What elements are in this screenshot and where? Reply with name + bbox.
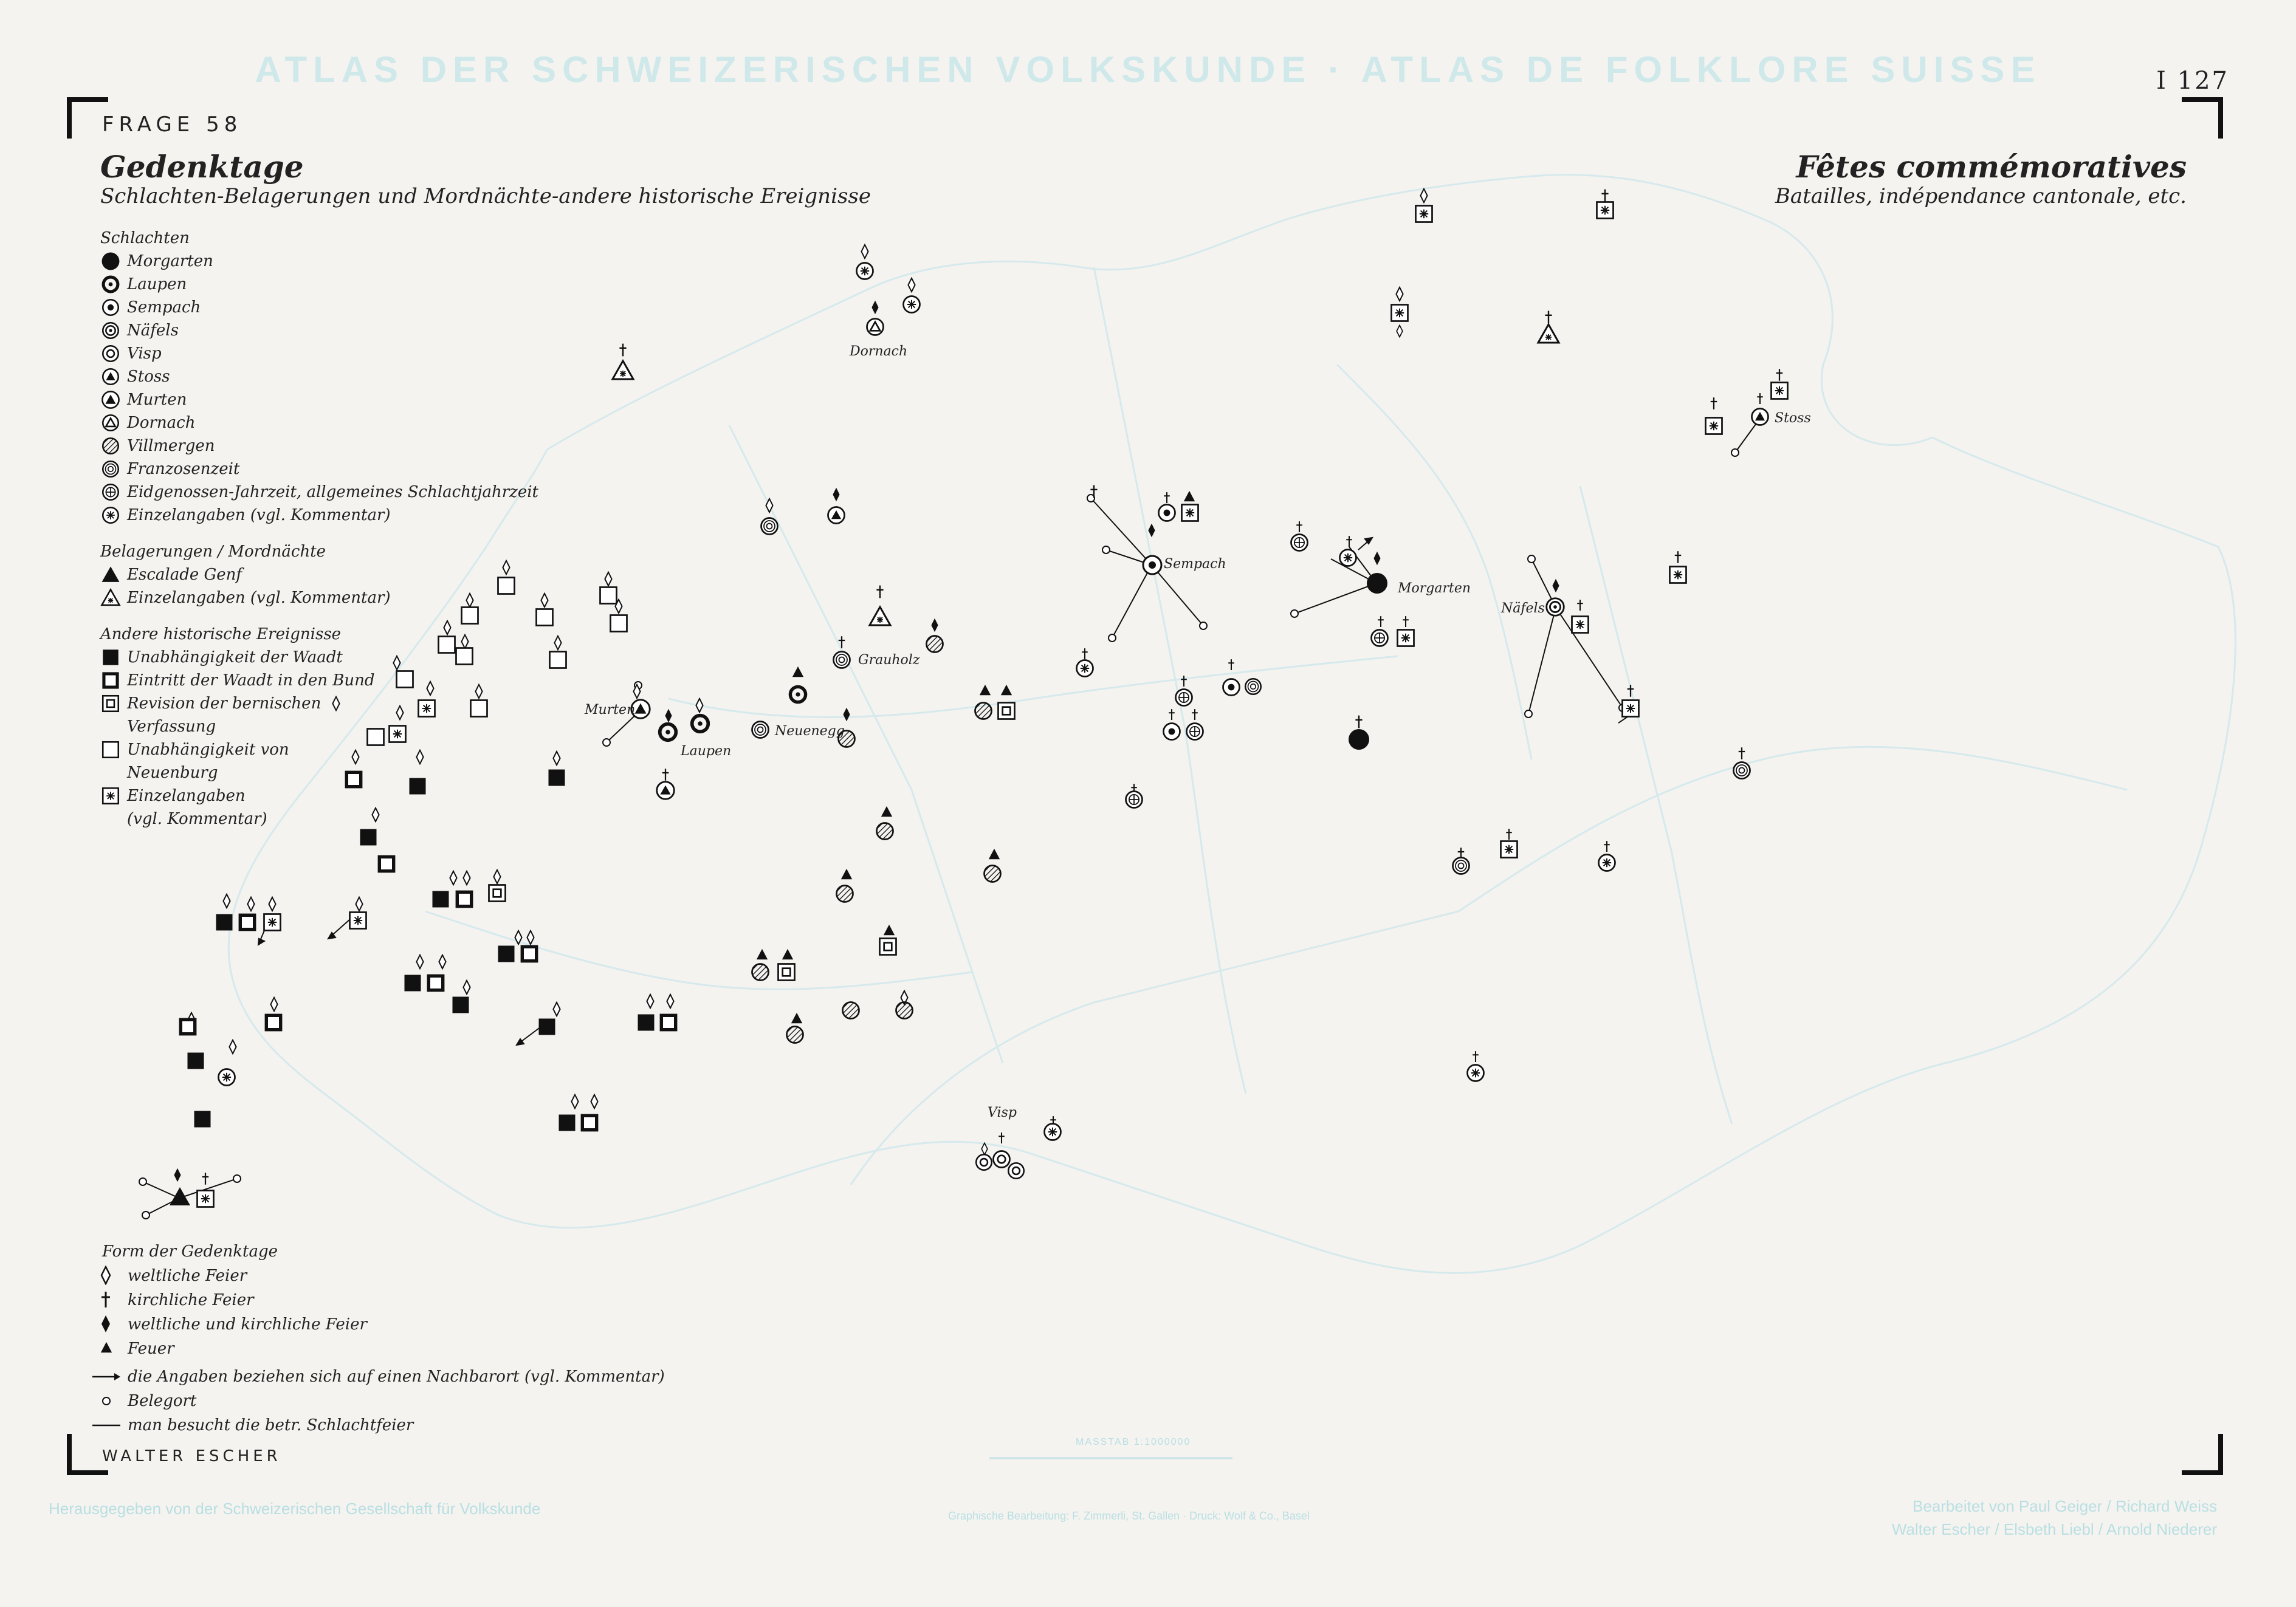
ring-star-marker (1077, 660, 1093, 677)
diamond-solid-marker (174, 1168, 180, 1182)
square-solid-marker (433, 891, 449, 908)
footer-editors (1892, 1495, 2217, 1541)
feuer-marker (757, 949, 768, 959)
feuer-marker (881, 806, 892, 817)
square-thick-marker (240, 915, 254, 929)
diamond-open-marker (493, 870, 500, 883)
legend-item (100, 738, 538, 761)
legend-label: Belegort (128, 1392, 197, 1410)
ring-dot-icon (100, 297, 121, 318)
diamond-open-marker (356, 897, 362, 911)
place-label-neuenegg: Neuenegg (775, 724, 845, 739)
square-solid-marker (549, 770, 565, 786)
legend-label: Escalade Genf (127, 566, 242, 584)
cross-marker (202, 1173, 209, 1185)
square-double-marker (998, 703, 1015, 719)
legend-head-events: Andere historische Ereignisse (100, 625, 342, 643)
diamond-open-marker (541, 594, 548, 607)
legend-label: Einzelangaben (vgl. Kommentar) (127, 506, 391, 524)
diamond-solid-marker (665, 709, 672, 722)
laupen-ring (660, 724, 676, 741)
square-star-marker (264, 914, 281, 931)
atlas-title: ATLAS DER SCHWEIZERISCHEN VOLKSKUNDE · ATLAS DE FOLKLORE SUISSE (255, 49, 2041, 90)
square-star-marker (1501, 841, 1517, 858)
legend (100, 222, 538, 831)
cross-marker (1192, 709, 1198, 720)
legend-item (100, 646, 538, 669)
escalade-triangle (170, 1187, 190, 1205)
ring-star-marker (219, 1069, 235, 1086)
ring-hatched-marker (843, 1002, 859, 1019)
ring-small-marker (1008, 1163, 1024, 1179)
morgarten-disc (1367, 573, 1387, 594)
ring-triangle-icon (100, 366, 121, 387)
cross-marker (1757, 393, 1763, 404)
diamond-open-marker (450, 871, 456, 885)
cross-marker (1378, 616, 1384, 627)
ring-cross-marker (1176, 690, 1192, 706)
cross-marker (998, 1132, 1005, 1143)
legend-label: Revision der bernischen (127, 694, 321, 713)
place-label-naefels: Näfels (1501, 601, 1545, 616)
ring-star-marker (1045, 1124, 1061, 1140)
legend-item (100, 388, 538, 411)
ring-dot-marker (1223, 679, 1240, 696)
ring-concentric-marker (761, 518, 778, 535)
legend-item (100, 457, 538, 481)
ring-thick-icon (100, 274, 121, 295)
feuer-marker (782, 949, 793, 959)
legend-item (91, 1337, 665, 1361)
diamond-open-marker (591, 1095, 597, 1108)
cross-marker (1403, 616, 1409, 627)
square-star-marker (198, 1191, 214, 1207)
diamond-solid-marker (1148, 524, 1155, 537)
ring-concentric-marker (1453, 858, 1469, 874)
arrow-icon (91, 1366, 122, 1387)
cross-marker (1506, 829, 1512, 840)
disc-icon (100, 251, 121, 272)
square-open-icon (100, 739, 121, 760)
diamond-solid-marker (843, 708, 850, 721)
ring-star-marker (1599, 855, 1615, 871)
ring-thick-marker (692, 716, 709, 732)
place-label-stoss: Stoss (1775, 411, 1811, 426)
legend-label: man besucht die betr. Schlachtfeier (128, 1416, 414, 1434)
legend-label: Einzelangaben (vgl. Kommentar) (127, 589, 391, 607)
square-star-marker (1597, 202, 1614, 219)
legend-item (100, 319, 538, 342)
cross-marker (1776, 369, 1783, 381)
cross-marker (1346, 536, 1352, 547)
cross-marker (1164, 492, 1170, 503)
ring-hatched-marker (927, 636, 943, 653)
square-star-marker (1706, 418, 1722, 434)
square-solid-marker (453, 997, 469, 1013)
cross-marker (1604, 841, 1610, 852)
square-star-marker (1772, 383, 1788, 399)
square-star-icon (100, 786, 121, 806)
scale-label: MASSTAB 1:1000000 (1076, 1437, 1191, 1447)
cross-marker (1473, 1051, 1479, 1062)
legend-label: Eidgenossen-Jahrzeit, allgemeines Schlachtjahrzeit (127, 483, 538, 501)
diamond-solid-marker (833, 488, 839, 501)
ring-cross-icon (100, 482, 121, 502)
legend-label: Eintritt der Waadt in den Bund (127, 671, 375, 690)
cross-marker (662, 769, 669, 781)
legend-item (100, 273, 538, 296)
diamond-open-icon (91, 1266, 122, 1286)
cross-marker (1355, 716, 1362, 728)
legend-item (100, 250, 538, 273)
legend-item (100, 784, 538, 807)
subtitle-german: Schlachten-Belagerungen und Mordnächte-andere historische Ereignisse (100, 184, 871, 208)
triangle-star-marker (870, 607, 890, 625)
feuer-marker (980, 685, 991, 695)
question-number: FRAGE 58 (102, 112, 242, 137)
diamond-open-marker (270, 998, 277, 1011)
square-open-marker (600, 588, 617, 604)
ring-small-marker (976, 1154, 992, 1170)
ring-hatched-marker (752, 964, 769, 981)
legend-item (100, 296, 538, 319)
square-thick-marker (522, 947, 536, 961)
legend-label: Murten (127, 391, 187, 409)
square-double-marker (779, 964, 795, 981)
legend-item (100, 669, 538, 692)
legend-label: Einzelangaben (127, 787, 246, 805)
diamond-open-marker (439, 955, 445, 968)
ring-concentric-icon (100, 459, 121, 479)
footer-printer: Graphische Bearbeitung: F. Zimmerli, St. Gallen · Druck: Wolf & Co., Basel (948, 1510, 1310, 1522)
ring-star-marker (904, 296, 920, 313)
ring-hatched-marker (896, 1002, 913, 1019)
footer-editors-line2: Walter Escher / Elsbeth Liebl / Arnold Niederer (1891, 1520, 2217, 1538)
ring-double-icon (100, 320, 121, 341)
legend-item-continued (100, 715, 538, 738)
ring-cross-marker (1372, 630, 1388, 646)
ring-dot-marker (1164, 724, 1180, 740)
legend-label: Sempach (127, 298, 201, 317)
ring-triangle-open-icon (100, 413, 121, 433)
diamond-solid-marker (1373, 552, 1380, 565)
diamond-open-marker (247, 897, 254, 911)
legend-item (100, 504, 538, 527)
diamond-open-marker (416, 955, 423, 968)
cross-marker (1181, 676, 1187, 687)
cross-marker (1711, 397, 1717, 409)
square-solid-marker (194, 1111, 211, 1128)
legend-item (100, 411, 538, 434)
legend-item (91, 1264, 665, 1288)
cross-icon (91, 1290, 122, 1311)
diamond-open-marker (861, 245, 868, 258)
title-german: Gedenktage (100, 149, 304, 185)
legend-label: Unabhängigkeit der Waadt (127, 648, 343, 666)
square-solid-marker (216, 914, 233, 931)
ring-hatched-marker (975, 703, 992, 719)
square-thick-marker (428, 976, 442, 990)
ring-concentric-marker (1734, 762, 1750, 779)
square-thick-icon (100, 670, 121, 691)
legend-label: Dornach (127, 414, 196, 432)
square-thick-marker (582, 1115, 596, 1129)
square-solid-marker (360, 829, 377, 846)
legend-item-continued (100, 807, 538, 831)
square-star-marker (1623, 701, 1639, 717)
square-star-marker (350, 913, 366, 929)
ring-cross-marker (1126, 792, 1143, 808)
feuer-marker (884, 925, 895, 935)
diamond-open-marker (1396, 287, 1403, 301)
square-star-marker (1416, 206, 1432, 222)
square-solid-marker (539, 1019, 555, 1035)
scale-bar (989, 1457, 1232, 1459)
neuenegg-ring (752, 722, 769, 738)
feuer-marker (791, 1013, 802, 1023)
ring-hatched-marker (837, 886, 853, 902)
square-solid-marker (498, 946, 515, 962)
diamond-open-marker (1397, 325, 1403, 337)
subtitle-french: Batailles, indépendance cantonale, etc. (1775, 184, 2187, 208)
legend-head-battles: Schlachten (100, 229, 190, 247)
sempach-ring-dot (1143, 556, 1161, 574)
legend-item (91, 1389, 665, 1413)
diamond-open-marker (527, 931, 534, 944)
legend-item (100, 342, 538, 365)
square-star-marker (1670, 567, 1686, 583)
square-solid-icon (100, 647, 121, 668)
square-double-marker (880, 939, 896, 955)
visp-ring (994, 1151, 1010, 1168)
square-open-marker (550, 652, 566, 668)
diamond-open-marker (696, 699, 703, 712)
legend-form (91, 1239, 665, 1437)
diamond-open-marker (269, 897, 275, 911)
legend-label: Villmergen (127, 437, 215, 455)
square-solid-marker (559, 1115, 576, 1131)
ring-cross-marker (1291, 535, 1308, 551)
legend-item (100, 481, 538, 504)
square-double-icon (100, 693, 121, 714)
ring-cross-marker (1187, 724, 1203, 740)
naefels-ring-double (1547, 598, 1564, 616)
legend-label: Visp (127, 344, 162, 363)
cross-marker (1228, 659, 1234, 670)
cross-marker (1169, 709, 1175, 720)
feuer-marker (1184, 491, 1195, 501)
ring-hatched-marker (787, 1027, 803, 1043)
legend-label: weltliche und kirchliche Feier (128, 1315, 367, 1334)
cross-marker (1577, 600, 1583, 611)
legend-label: die Angaben beziehen sich auf einen Nachbarort (vgl. Kommentar) (128, 1368, 665, 1386)
ring-star-marker (857, 263, 873, 279)
square-solid-marker (188, 1053, 204, 1069)
diamond-open-marker (647, 995, 653, 1008)
legend-item (100, 434, 538, 457)
diamond-open-marker (667, 995, 673, 1008)
diamond-solid-marker (871, 301, 878, 314)
place-label-grauholz: Grauholz (858, 653, 920, 668)
small-circle-icon (91, 1391, 122, 1411)
legend-item (91, 1365, 665, 1389)
ring-hatched-marker (877, 823, 893, 840)
legend-label: Franzosenzeit (127, 460, 240, 478)
diamond-solid-marker (931, 618, 938, 632)
legend-item (91, 1413, 665, 1437)
ring-triangle-marker (1752, 409, 1768, 425)
place-label-laupen: Laupen (681, 744, 732, 759)
legend-head-form: Form der Gedenktage (102, 1242, 278, 1261)
author: WALTER ESCHER (102, 1447, 281, 1465)
triangle-disc-icon (100, 389, 121, 410)
square-thick-marker (266, 1015, 280, 1029)
legend-head-sieges: Belagerungen / Mordnächte (100, 543, 326, 561)
cross-marker (876, 586, 883, 598)
place-label-sempach: Sempach (1164, 557, 1226, 572)
ring-star-marker (1340, 550, 1356, 566)
footer-publisher: Herausgegeben von der Schweizerischen Gesellschaft für Volkskunde (49, 1499, 541, 1518)
diamond-open-marker (223, 894, 230, 908)
ring-triangle-marker (828, 507, 845, 524)
diamond-solid-marker (1552, 579, 1559, 592)
cross-marker (1601, 190, 1608, 202)
legend-label: Neuenburg (127, 764, 218, 782)
legend-item (100, 586, 538, 609)
place-label-morgarten: Morgarten (1398, 581, 1471, 596)
square-open-marker (611, 615, 627, 632)
ring-triangle-marker (867, 319, 884, 335)
diamond-open-marker (554, 636, 561, 649)
legend-item (91, 1288, 665, 1312)
diamond-open-marker (229, 1040, 236, 1054)
legend-label: Unabhängigkeit von (127, 741, 289, 759)
square-thick-marker (180, 1019, 194, 1033)
diamond-open-marker (463, 871, 470, 885)
disc-marker (1349, 729, 1369, 750)
place-label-visp: Visp (988, 1105, 1017, 1120)
diamond-solid-icon (91, 1314, 122, 1335)
ring-thick-marker (790, 687, 805, 702)
place-label-dornach: Dornach (850, 344, 908, 359)
legend-label: Laupen (127, 275, 187, 293)
legend-label: Feuer (128, 1340, 174, 1358)
cross-marker (1739, 747, 1745, 759)
footer-editors-line1: Bearbeitet von Paul Geiger / Richard Weiss (1913, 1497, 2217, 1515)
square-thick-marker (661, 1015, 675, 1029)
square-double-marker (489, 885, 506, 902)
title-french: Fêtes commémoratives (1796, 149, 2187, 185)
square-thick-marker (457, 892, 471, 906)
cross-marker (1296, 521, 1302, 532)
legend-label: Verfassung (127, 718, 216, 736)
ring-triangle-marker (657, 782, 675, 800)
legend-item-continued (100, 761, 538, 784)
cross-marker (1545, 311, 1552, 324)
square-star-marker (1392, 305, 1408, 321)
square-star-marker (1182, 505, 1198, 521)
legend-item (100, 365, 538, 388)
triangle-star-marker (1538, 324, 1559, 343)
legend-item (100, 563, 538, 586)
feuer-marker (989, 849, 1000, 859)
ring-small-icon (100, 343, 121, 364)
line-icon (91, 1415, 122, 1436)
legend-label: Stoss (127, 368, 170, 386)
legend-label: Näfels (127, 321, 179, 340)
cross-marker (1675, 551, 1682, 563)
square-open-marker (537, 609, 553, 626)
legend-label: Morgarten (127, 252, 213, 270)
feuer-marker (792, 666, 803, 677)
diamond-open-marker (571, 1095, 578, 1108)
triangle-star-icon (100, 588, 121, 608)
ring-concentric-marker (1245, 679, 1261, 694)
feuer-marker (1001, 685, 1012, 695)
ring-star-icon (100, 505, 121, 526)
legend-item (100, 692, 538, 715)
diamond-open-marker (553, 752, 560, 765)
square-solid-marker (405, 975, 421, 992)
grauholz-ring (834, 652, 850, 668)
ring-hatched-marker (985, 866, 1001, 882)
triangle-star-marker (613, 361, 633, 379)
diamond-open-marker (908, 278, 915, 292)
square-star-marker (1572, 617, 1589, 633)
square-solid-marker (638, 1015, 655, 1031)
cross-marker (1082, 648, 1088, 659)
legend-item (91, 1312, 665, 1337)
ring-dot-marker (1159, 505, 1175, 521)
legend-label: (vgl. Kommentar) (127, 810, 267, 828)
square-star-marker (1398, 630, 1414, 646)
diamond-open-marker (463, 981, 470, 994)
feuer-icon (91, 1338, 122, 1359)
diamond-open-marker (553, 1002, 560, 1016)
diamond-open-marker (1420, 189, 1427, 202)
diamond-open-marker (605, 572, 611, 586)
ring-star-marker (1468, 1065, 1484, 1081)
triangle-solid-icon (100, 564, 121, 585)
place-label-murten: Murten (585, 702, 636, 718)
legend-label: weltliche Feier (128, 1267, 247, 1285)
cross-marker (619, 344, 626, 357)
legend-label: kirchliche Feier (128, 1291, 254, 1309)
square-thick-marker (379, 857, 393, 871)
sheet-number: I 127 (2156, 67, 2229, 95)
ring-hatched-icon (100, 436, 121, 456)
feuer-marker (841, 869, 852, 879)
